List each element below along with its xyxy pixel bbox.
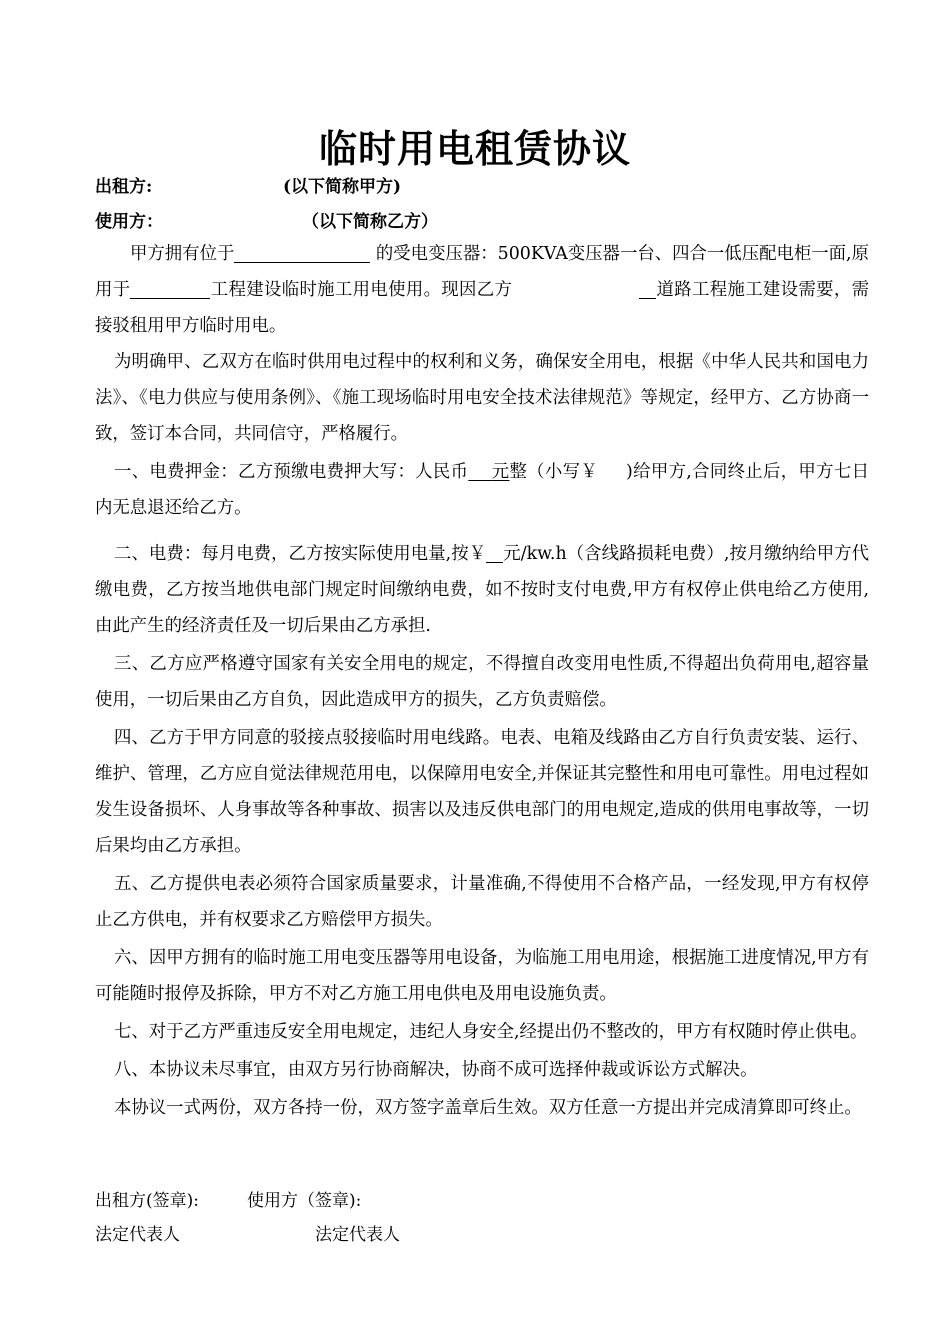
clause-1 [95, 454, 869, 526]
project-blank [130, 279, 210, 299]
clause-1-text-a: 一、电费押金：乙方预缴电费押大写：人民币 [114, 462, 469, 482]
user-signature-label: 使用方（签章): [247, 1191, 362, 1211]
user-note: （以下简称乙方） [302, 212, 438, 232]
clause-5: 五、乙方提供电表必须符合国家质量要求，计量准确,不得使用不合格产品，一经发现,甲方有权停止乙方供电，并有权要求乙方赔偿甲方损失。 [95, 874, 869, 930]
signature-row [95, 1186, 362, 1211]
document-body [95, 236, 869, 1126]
clause-2 [95, 536, 869, 644]
closing-paragraph: 本协议一式两份，双方各持一份，双方签字盖章后生效。双方任意一方提出并完成清算即可终止。 [114, 1098, 862, 1118]
representative-row [95, 1220, 400, 1245]
clause-6: 六、因甲方拥有的临时施工用电变压器等用电设备，为临施工用电用途，根据施工进度情况,甲方有可能随时报停及拆除，甲方不对乙方施工用电供电及用电设施负责。 [95, 948, 869, 1004]
intro-text-a: 甲方拥有位于 [130, 244, 235, 264]
lessor-label: 出租方: [95, 177, 153, 197]
deposit-amount-blank [468, 462, 509, 482]
document-title: 临时用电租赁协议 [318, 127, 631, 171]
user-representative-label: 法定代表人 [315, 1225, 400, 1245]
intro-text-b: 的受电变压器：500KVA变压器一台、四合一低压配电柜一面,原用于 [95, 244, 869, 300]
clause-1-text-c: 整（小写￥ [509, 462, 599, 482]
intro-text-d: 道路工程施工建设需要，需接驳租用甲方临时用电。 [95, 280, 869, 336]
lessor-note: (以下简称甲方) [283, 177, 402, 197]
intro-paragraph [95, 236, 869, 344]
clause-7: 七、对于乙方严重违反安全用电规定，违纪人身安全,经提出仍不整改的，甲方有权随时停止供电。 [114, 1022, 868, 1042]
location-blank [234, 243, 370, 263]
deposit-unit: 元 [491, 462, 510, 482]
clause-1-text-d: )给甲方,合同终止后，甲方七日内无息退还给乙方。 [95, 462, 869, 518]
user-line [95, 207, 438, 232]
road-blank [639, 279, 656, 299]
lessor-signature-label: 出租方(签章): [95, 1191, 199, 1211]
clause-4: 四、乙方于甲方同意的驳接点驳接临时用电线路。电表、电箱及线路由乙方自行负责安装、运行、维护、管理，乙方应自觉法律规范用电，以保障用电安全,并保证其完整性和用电可靠性。用电过程如发生设备损坏、人身事故等各种事故、损害以及违反供电部门的用电规定,造成的供用电事故等，一切后果均由乙方承担。 [95, 728, 869, 856]
intro-text-c: 工程建设临时施工用电使用。现因乙方 [210, 280, 513, 300]
clause-2-text-a: 二、电费：每月电费，乙方按实际使用电量,按￥ [114, 544, 487, 564]
lessor-representative-label: 法定代表人 [95, 1225, 180, 1245]
user-label: 使用方： [95, 212, 163, 232]
clause-2-text-b: 元/kw.h（含线路损耗电费）,按月缴纳给甲方代缴电费，乙方按当地供电部门规定时间缴纳电费，如不按时支付电费,甲方有权停止供电给乙方使用,由此产生的经济责任及一切后果由乙方承担. [95, 544, 870, 636]
clause-3: 三、乙方应严格遵守国家有关安全用电的规定，不得擅自改变用电性质,不得超出负荷用电,超容量使用，一切后果由乙方自负，因此造成甲方的损失，乙方负责赔偿。 [95, 654, 869, 710]
unit-price-blank [486, 543, 503, 563]
clause-8: 八、本协议未尽事宜，由双方另行协商解决，协商不成可选择仲裁或诉讼方式解决。 [114, 1060, 758, 1080]
purpose-paragraph: 为明确甲、乙双方在临时供用电过程中的权利和义务，确保安全用电，根据《中华人民共和国电力法》、《电力供应与使用条例》、《施工现场临时用电安全技术法律规范》等规定，经甲方、乙方协商一致，签订本合同，共同信守，严格履行。 [95, 352, 869, 444]
lessor-line [95, 172, 402, 197]
